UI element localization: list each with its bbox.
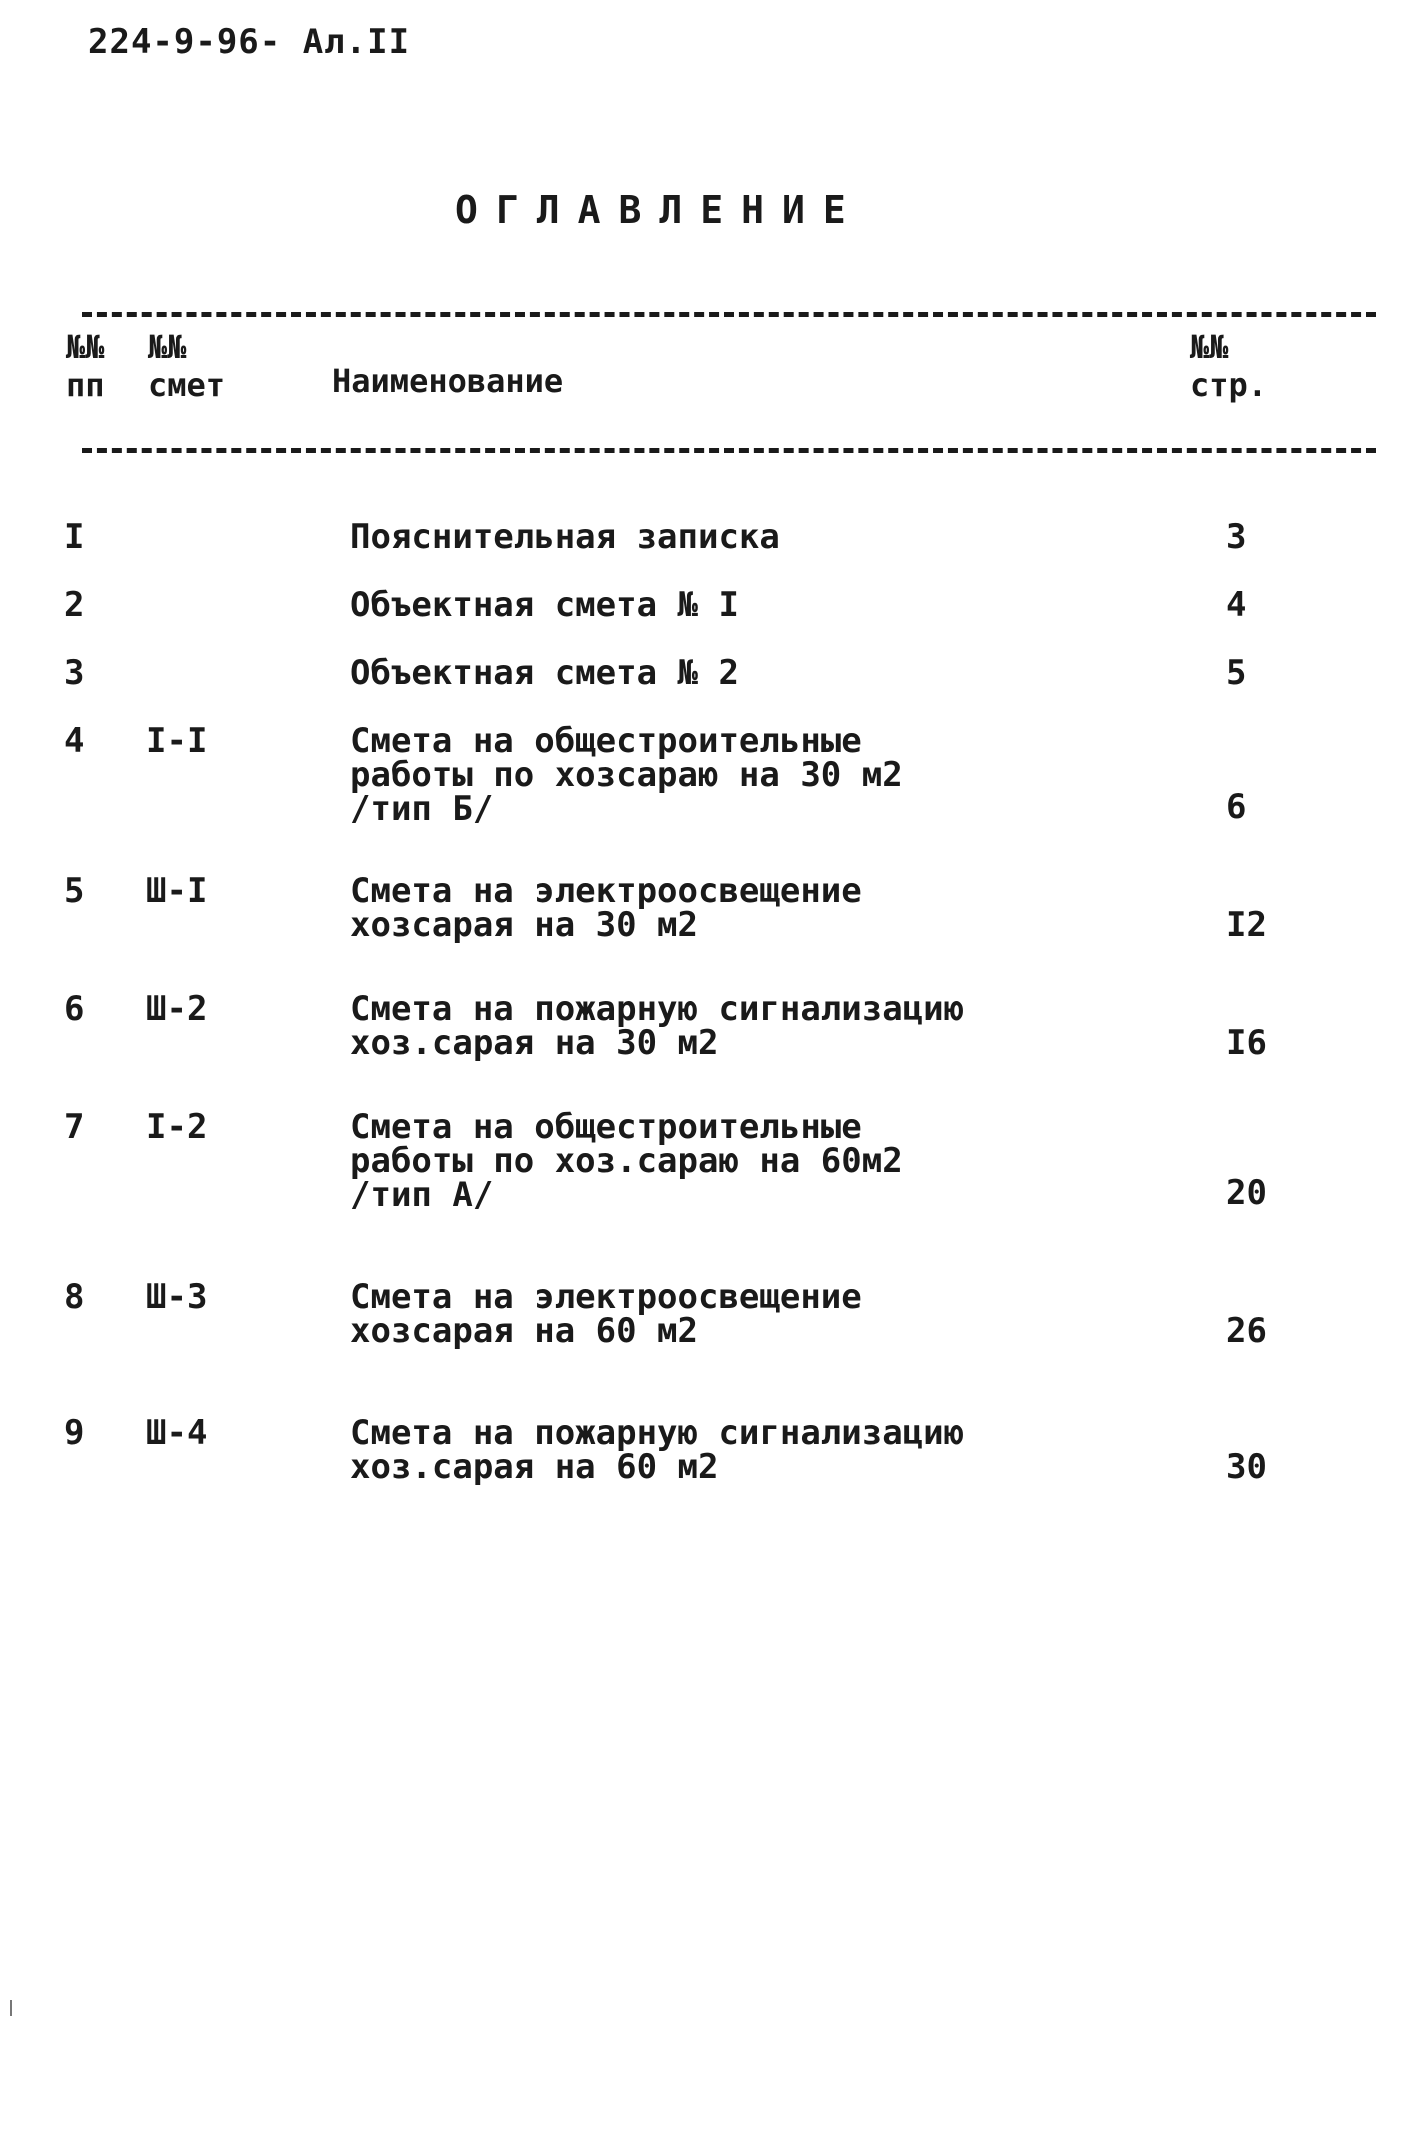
- row-title: Объектная смета № 2: [350, 653, 739, 693]
- row-page: 6: [1226, 787, 1247, 827]
- row-number: 3: [64, 653, 85, 693]
- row-number: 2: [64, 585, 85, 625]
- column-header-page-bottom: стр.: [1190, 366, 1268, 404]
- column-header-number-bottom: пп: [66, 366, 105, 404]
- row-page: 4: [1226, 585, 1247, 625]
- row-estimate: I-I: [146, 721, 208, 761]
- column-header-number-top: №№: [66, 328, 105, 366]
- column-header-estimate-top: №№: [148, 328, 187, 366]
- row-page: I6: [1226, 1023, 1267, 1063]
- row-title: Смета на общестроительные работы по хоз.сараю на 60м2 /тип А/: [350, 1107, 903, 1215]
- row-title: Пояснительная записка: [350, 517, 780, 557]
- row-estimate: Ш-I: [146, 871, 208, 911]
- row-title: Смета на электроосвещение хозсарая на 60 м2: [350, 1277, 862, 1351]
- header-rule-top: [82, 312, 1376, 317]
- row-estimate: Ш-3: [146, 1277, 208, 1317]
- header-rule-bottom: [82, 448, 1376, 453]
- row-estimate: Ш-4: [146, 1413, 208, 1453]
- row-title: Смета на пожарную сигнализацию хоз.сарая на 30 м2: [350, 989, 965, 1063]
- row-number: 6: [64, 989, 85, 1029]
- row-page: 30: [1226, 1447, 1267, 1487]
- row-estimate: Ш-2: [146, 989, 208, 1029]
- column-header-number: [66, 328, 105, 404]
- row-estimate: I-2: [146, 1107, 208, 1147]
- scan-mark: [10, 2000, 12, 2016]
- column-header-page: [1190, 328, 1267, 404]
- row-number: I: [64, 517, 85, 557]
- column-header-estimate: [148, 328, 225, 404]
- row-page: 3: [1226, 517, 1247, 557]
- page-title: ОГЛАВЛЕНИЕ: [455, 188, 864, 232]
- row-number: 9: [64, 1413, 85, 1453]
- row-title: Смета на пожарную сигнализацию хоз.сарая на 60 м2: [350, 1413, 965, 1487]
- row-number: 4: [64, 721, 85, 761]
- column-header-name: Наименование: [332, 362, 564, 400]
- row-number: 5: [64, 871, 85, 911]
- document-code: 224-9-96- Ал.II: [88, 22, 411, 62]
- row-title: Смета на электроосвещение хозсарая на 30 м2: [350, 871, 862, 945]
- column-header-estimate-bottom: смет: [148, 366, 226, 404]
- row-page: 26: [1226, 1311, 1267, 1351]
- row-page: 5: [1226, 653, 1247, 693]
- row-title: Объектная смета № I: [350, 585, 739, 625]
- row-title: Смета на общестроительные работы по хозсараю на 30 м2 /тип Б/: [350, 721, 903, 829]
- row-page: I2: [1226, 905, 1267, 945]
- column-header-page-top: №№: [1190, 328, 1229, 366]
- row-page: 20: [1226, 1173, 1267, 1213]
- row-number: 8: [64, 1277, 85, 1317]
- row-number: 7: [64, 1107, 85, 1147]
